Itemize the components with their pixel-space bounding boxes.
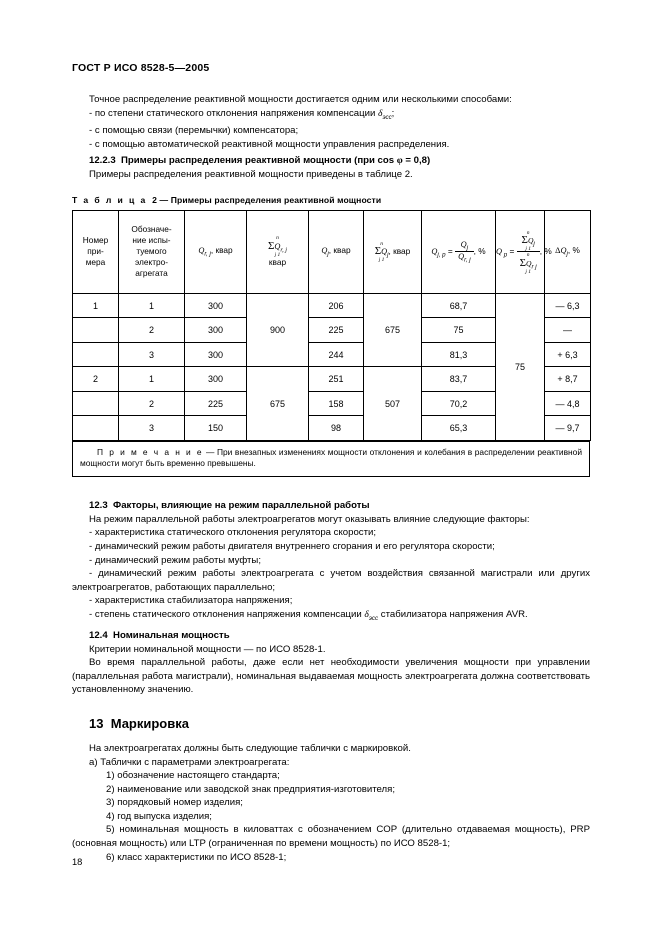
header-example-l2: при-: [87, 246, 104, 257]
table-note: [72, 441, 590, 477]
header-sum-q-rated: [247, 210, 309, 293]
cell-q: 251: [309, 367, 364, 392]
header-unit-designation: [119, 210, 185, 293]
table-header-row: [73, 210, 591, 293]
factor-item-6-post: стабилизатора напряжения AVR.: [378, 609, 528, 621]
list-item-a: а) Таблички с параметрами электроагрегата:: [89, 756, 290, 768]
cell-unit: 2: [119, 391, 185, 416]
factor-item-5: - характеристика стабилизатора напряжения;: [89, 595, 293, 607]
intro-bullet-1-post: ;: [391, 107, 395, 119]
table-caption: [72, 195, 590, 205]
cell-example: [73, 416, 119, 441]
cell-example: 2: [73, 367, 119, 392]
heading-12-2-3-text: Примеры распределения реактивной мощности (при cos: [121, 155, 397, 167]
cell-q-rated: 300: [185, 367, 247, 392]
sum-operator-1: n $\Sigma Q_{r, j}$ j 1: [268, 235, 287, 258]
phi-symbol: φ: [396, 155, 403, 167]
header-sum-q: n $\Sigma Q_j$ j 1 , квар: [364, 210, 422, 293]
fraction-q-over-qr: $\frac{Q_j}{Q_{r, j}}$: [455, 240, 474, 265]
heading-12-3-text: Факторы, влияющие на режим параллельной работы: [113, 499, 370, 511]
table-caption-title: — Примеры распределения реактивной мощности: [159, 194, 382, 205]
list-item-5: 5) номинальная мощность в киловаттах с обозначением COP (длительно отдаваемая мощность), PRP (основная мощность) или LTP (ограниченная по времени мощность) по ИСО 8528-1;: [72, 824, 590, 850]
cell-q-rated: 300: [185, 318, 247, 343]
cell-example: [73, 318, 119, 343]
header-sum-q-rated-unit: квар: [268, 257, 287, 268]
cell-q: 158: [309, 391, 364, 416]
page-content: [72, 93, 590, 864]
cell-unit: 3: [119, 416, 185, 441]
cell-delta-q: — 9,7: [545, 416, 591, 441]
table-body: [73, 293, 591, 440]
cell-q-total-percent: 75: [496, 293, 545, 440]
cell-q: 225: [309, 318, 364, 343]
factor-item-3: - динамический режим работы муфты;: [89, 554, 261, 566]
cell-example: [73, 391, 119, 416]
body-12-4-2: Во время параллельной работы, даже если нет необходимости увеличения мощности при управлении (параллельная работа магистрали), номинальная выдаваемая мощность электроагрегата должна соответствовать установленному значению.: [72, 657, 590, 696]
cell-unit: 1: [119, 293, 185, 318]
header-q-total-percent: Q $_p$ = n $\Sigma Q_j$ j 1 n $\Sigma Q_{r j}$ j 1 , %: [496, 210, 545, 293]
page-number: 18: [72, 857, 83, 867]
heading-12-2-3-num: 12.2.3: [89, 155, 116, 167]
heading-12-3: [72, 499, 590, 513]
table-row: [73, 293, 591, 318]
cell-q-rated: 300: [185, 342, 247, 367]
cell-delta-q: + 6,3: [545, 342, 591, 367]
body-12-2-3: Примеры распределения реактивной мощности приведены в таблице 2.: [89, 169, 413, 181]
header-unit-l5: агрегата: [135, 268, 168, 279]
factor-item-4: - динамический режим работы электроагрегата с учетом воздействия связанной магистрали или других электроагрегатов, работающих параллельно;: [72, 568, 590, 593]
sum-operator-2: n $\Sigma Q_j$ j 1: [374, 240, 389, 264]
delta-subscript-2: эсс: [368, 614, 379, 622]
delta-symbol: δ: [377, 107, 383, 119]
cell-unit: 2: [119, 318, 185, 343]
cell-sum-q-rated: 900: [247, 293, 309, 367]
header-unit-l3: туемого: [136, 246, 167, 257]
header-example-number: [73, 210, 119, 293]
list-item-4: 4) год выпуска изделия;: [106, 810, 212, 822]
cell-q-percent: 75: [422, 318, 496, 343]
cell-unit: 3: [119, 342, 185, 367]
delta-subscript: эсс: [382, 113, 392, 121]
cell-unit: 1: [119, 367, 185, 392]
header-example-l3: мера: [85, 257, 106, 268]
heading-12-4: [72, 629, 590, 643]
cell-q-rated: 150: [185, 416, 247, 441]
factor-item-2: - динамический режим работы двигателя внутреннего сгорания и его регулятора скорости;: [89, 541, 495, 553]
header-unit-l1: Обозначе-: [131, 224, 172, 235]
intro-13: На электроагрегатах должны быть следующие таблички с маркировкой.: [89, 742, 411, 754]
header-delta-q-unit: %: [572, 244, 580, 255]
cell-example: 1: [73, 293, 119, 318]
heading-13-text: Маркировка: [110, 715, 189, 731]
cell-q-rated: 225: [185, 391, 247, 416]
heading-12-3-num: 12.3: [89, 499, 108, 511]
table-note-text: — При внезапных изменениях мощности отклонения и колебания в распределении реактивной мощности могут быть временно превышены.: [80, 446, 582, 469]
factor-item-6: [72, 608, 590, 626]
intro-bullet-3: - с помощью автоматической реактивной мощности управления распределения.: [89, 138, 450, 150]
reactive-power-table: [72, 210, 591, 441]
factor-item-6-pre: - степень статического отклонения напряжения компенсации: [89, 609, 365, 621]
table-note-label: П р и м е ч а н и е: [97, 446, 204, 457]
cell-delta-q: + 8,7: [545, 367, 591, 392]
cell-example: [73, 342, 119, 367]
fraction-sums: n $\Sigma Q_j$ j 1 n $\Sigma Q_{r j}$ j 1: [517, 230, 540, 274]
intro-bullet-1-pre: - по степени статического отклонения напряжения компенсации: [89, 107, 378, 119]
header-q-unit: квар: [333, 244, 351, 255]
intro-line: Точное распределение реактивной мощности достигается одним или несколькими способами:: [89, 94, 512, 105]
heading-13-num: 13: [89, 715, 104, 731]
body-12-4-1: Критерии номинальной мощности — по ИСО 8528-1.: [89, 643, 326, 655]
header-q: $Q_j$, квар: [309, 210, 364, 293]
intro-12-3: На режим параллельной работы электроагрегатов могут оказывать влияние следующие факторы:: [89, 513, 530, 525]
header-q-percent-unit: %: [478, 246, 486, 257]
cell-delta-q: —: [545, 318, 591, 343]
cell-q-percent: 65,3: [422, 416, 496, 441]
table-caption-label: Т а б л и ц а: [72, 194, 148, 205]
cell-q-rated: 300: [185, 293, 247, 318]
header-sum-q-unit: квар: [393, 246, 411, 257]
header-unit-l2: ние испы-: [132, 235, 171, 246]
heading-12-2-3: [72, 154, 590, 168]
table-caption-number: 2: [152, 194, 158, 205]
cell-q-percent: 83,7: [422, 367, 496, 392]
header-unit-l4: электро-: [134, 257, 169, 268]
header-q-rated: $Q_{r, j}$, квар: [185, 210, 247, 293]
cell-q: 206: [309, 293, 364, 318]
list-item-2: 2) наименование или заводской знак предприятия-изготовителя;: [106, 783, 396, 795]
cell-delta-q: — 4,8: [545, 391, 591, 416]
heading-13: [72, 716, 590, 732]
heading-12-4-text: Номинальная мощность: [113, 629, 230, 641]
cell-sum-q-rated: 675: [247, 367, 309, 441]
header-q-rated-unit: квар: [215, 244, 233, 255]
intro-bullet-1: [72, 107, 590, 125]
cell-q-percent: 81,3: [422, 342, 496, 367]
list-item-3: 3) порядковый номер изделия;: [106, 797, 243, 809]
cell-sum-q: 675: [364, 293, 422, 367]
cell-delta-q: — 6,3: [545, 293, 591, 318]
cell-q: 98: [309, 416, 364, 441]
heading-12-2-3-text-post: = 0,8): [402, 155, 431, 167]
cell-q-percent: 70,2: [422, 391, 496, 416]
list-item-1: 1) обозначение настоящего стандарта;: [106, 770, 280, 782]
header-q-percent: $Q_{j, p}$ = $\frac{Q_j}{Q_{r, j}}$ , %: [422, 210, 496, 293]
header-q-total-percent-unit: %: [544, 246, 552, 257]
delta-symbol-2: δ: [364, 609, 369, 621]
header-delta-q: $\Delta Q_j$, %: [545, 210, 591, 293]
page-header: ГОСТ Р ИСО 8528-5—2005: [72, 62, 210, 74]
factor-item-1: - характеристика статического отклонения регулятора скорости;: [89, 527, 377, 539]
cell-q-percent: 68,7: [422, 293, 496, 318]
cell-q: 244: [309, 342, 364, 367]
heading-12-4-num: 12.4: [89, 629, 108, 641]
cell-sum-q: 507: [364, 367, 422, 441]
list-item-6: 6) класс характеристики по ИСО 8528-1;: [106, 851, 287, 863]
intro-bullet-2: - с помощью связи (перемычки) компенсатора;: [89, 125, 299, 137]
header-example-l1: Номер: [82, 235, 109, 246]
